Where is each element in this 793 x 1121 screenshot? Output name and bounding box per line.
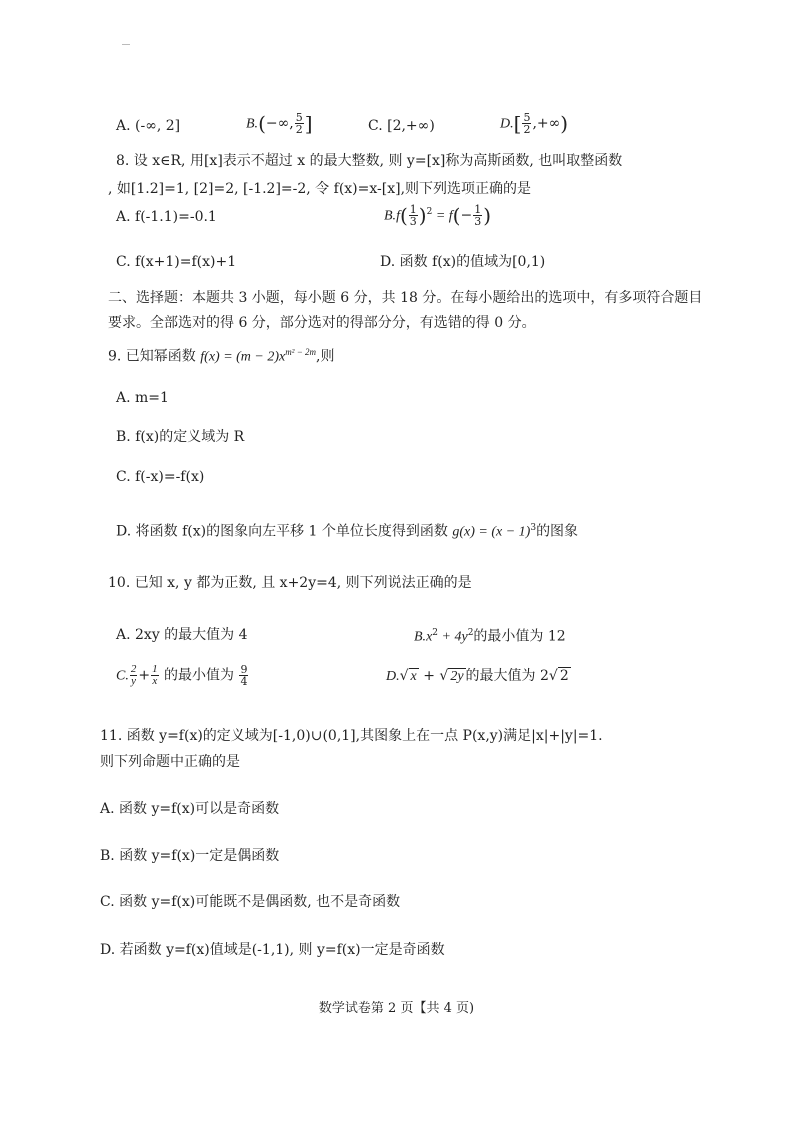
section2-instructions-line2: 要求。全部选对的得 6 分，部分选对的得部分分，有选错的得 0 分。: [108, 315, 536, 331]
q7-option-c: C. [2,+∞): [368, 118, 435, 134]
q8-option-c: C. f(x+1)=f(x)+1: [116, 254, 237, 270]
q11-option-c: C. 函数 y=f(x)可能既不是偶函数, 也不是奇函数: [100, 894, 401, 910]
q10-option-b: $B.x^2 + 4y^2$的最小值为 12: [414, 628, 566, 645]
q8-stem-line2: , 如[1.2]=1, [2]=2, [-1.2]=-2, 令 f(x)=x-[x],则下列选项正确的是: [108, 181, 532, 197]
q10-option-d: D.√ x + √ 2y 的最大值为 2√ 2: [386, 668, 569, 684]
q9-option-d: D. 将函数 f(x)的图象向左平移 1 个单位长度得到函数 $g(x) = (x - 1)^3$的图象: [116, 523, 579, 540]
q8-option-a: A. f(-1.1)=-0.1: [116, 209, 217, 225]
section2-instructions-line1: 二、选择题：本题共 3 小题，每小题 6 分，共 18 分。在每小题给出的选项中，有多项符合题目: [108, 290, 703, 306]
page-footer: 数学试卷第 2 页【共 4 页): [318, 1001, 475, 1016]
q7-option-b: B.(−∞, $\frac{5}{2}$ ]: [246, 111, 313, 136]
q10-option-a: A. 2xy 的最大值为 4: [116, 627, 248, 643]
q7-option-d: D.[ $\frac{5}{2}$ ,+∞): [500, 111, 569, 136]
q10-stem: 10. 已知 x, y 都为正数, 且 x+2y=4, 则下列说法正确的是: [108, 575, 472, 591]
q11-stem-line2: 则下列命题中正确的是: [100, 754, 240, 770]
q11-stem-line1: 11. 函数 y=f(x)的定义域为[-1,0)∪(0,1],其图象上在一点 P(x,y)满足|x|+|y|=1.: [100, 728, 603, 744]
q11-option-b: B. 函数 y=f(x)一定是偶函数: [100, 848, 280, 864]
q7-option-a: A. (-∞, 2]: [116, 118, 181, 134]
page-corner-mark: [122, 44, 130, 45]
q11-option-a: A. 函数 y=f(x)可以是奇函数: [100, 801, 280, 817]
q10-option-c: C. $\frac{2}{y}$ + $\frac{1}{x}$ 的最小值为 $\frac{9}{4}$: [116, 663, 248, 688]
q11-option-d: D. 若函数 y=f(x)值域是(-1,1), 则 y=f(x)一定是奇函数: [100, 942, 445, 958]
q8-option-d: D. 函数 f(x)的值域为[0,1): [380, 254, 546, 270]
q8-stem-line1: 8. 设 x∈R, 用[x]表示不超过 x 的最大整数, 则 y=[x]称为高斯函数, 也叫取整函数: [116, 153, 623, 169]
q9-option-b: B. f(x)的定义域为 R: [116, 429, 245, 445]
q9-option-c: C. f(-x)=-f(x): [116, 469, 205, 485]
q9-stem: 9. 已知幂函数 $f(x) = (m - 2)x^{m^2 - 2m}$,则: [108, 347, 335, 365]
q8-option-b: B.f( $\frac{1}{3}$ )$^2$ = f(− $\frac{1}{3}$ ): [384, 203, 492, 229]
q9-option-a: A. m=1: [116, 390, 169, 406]
